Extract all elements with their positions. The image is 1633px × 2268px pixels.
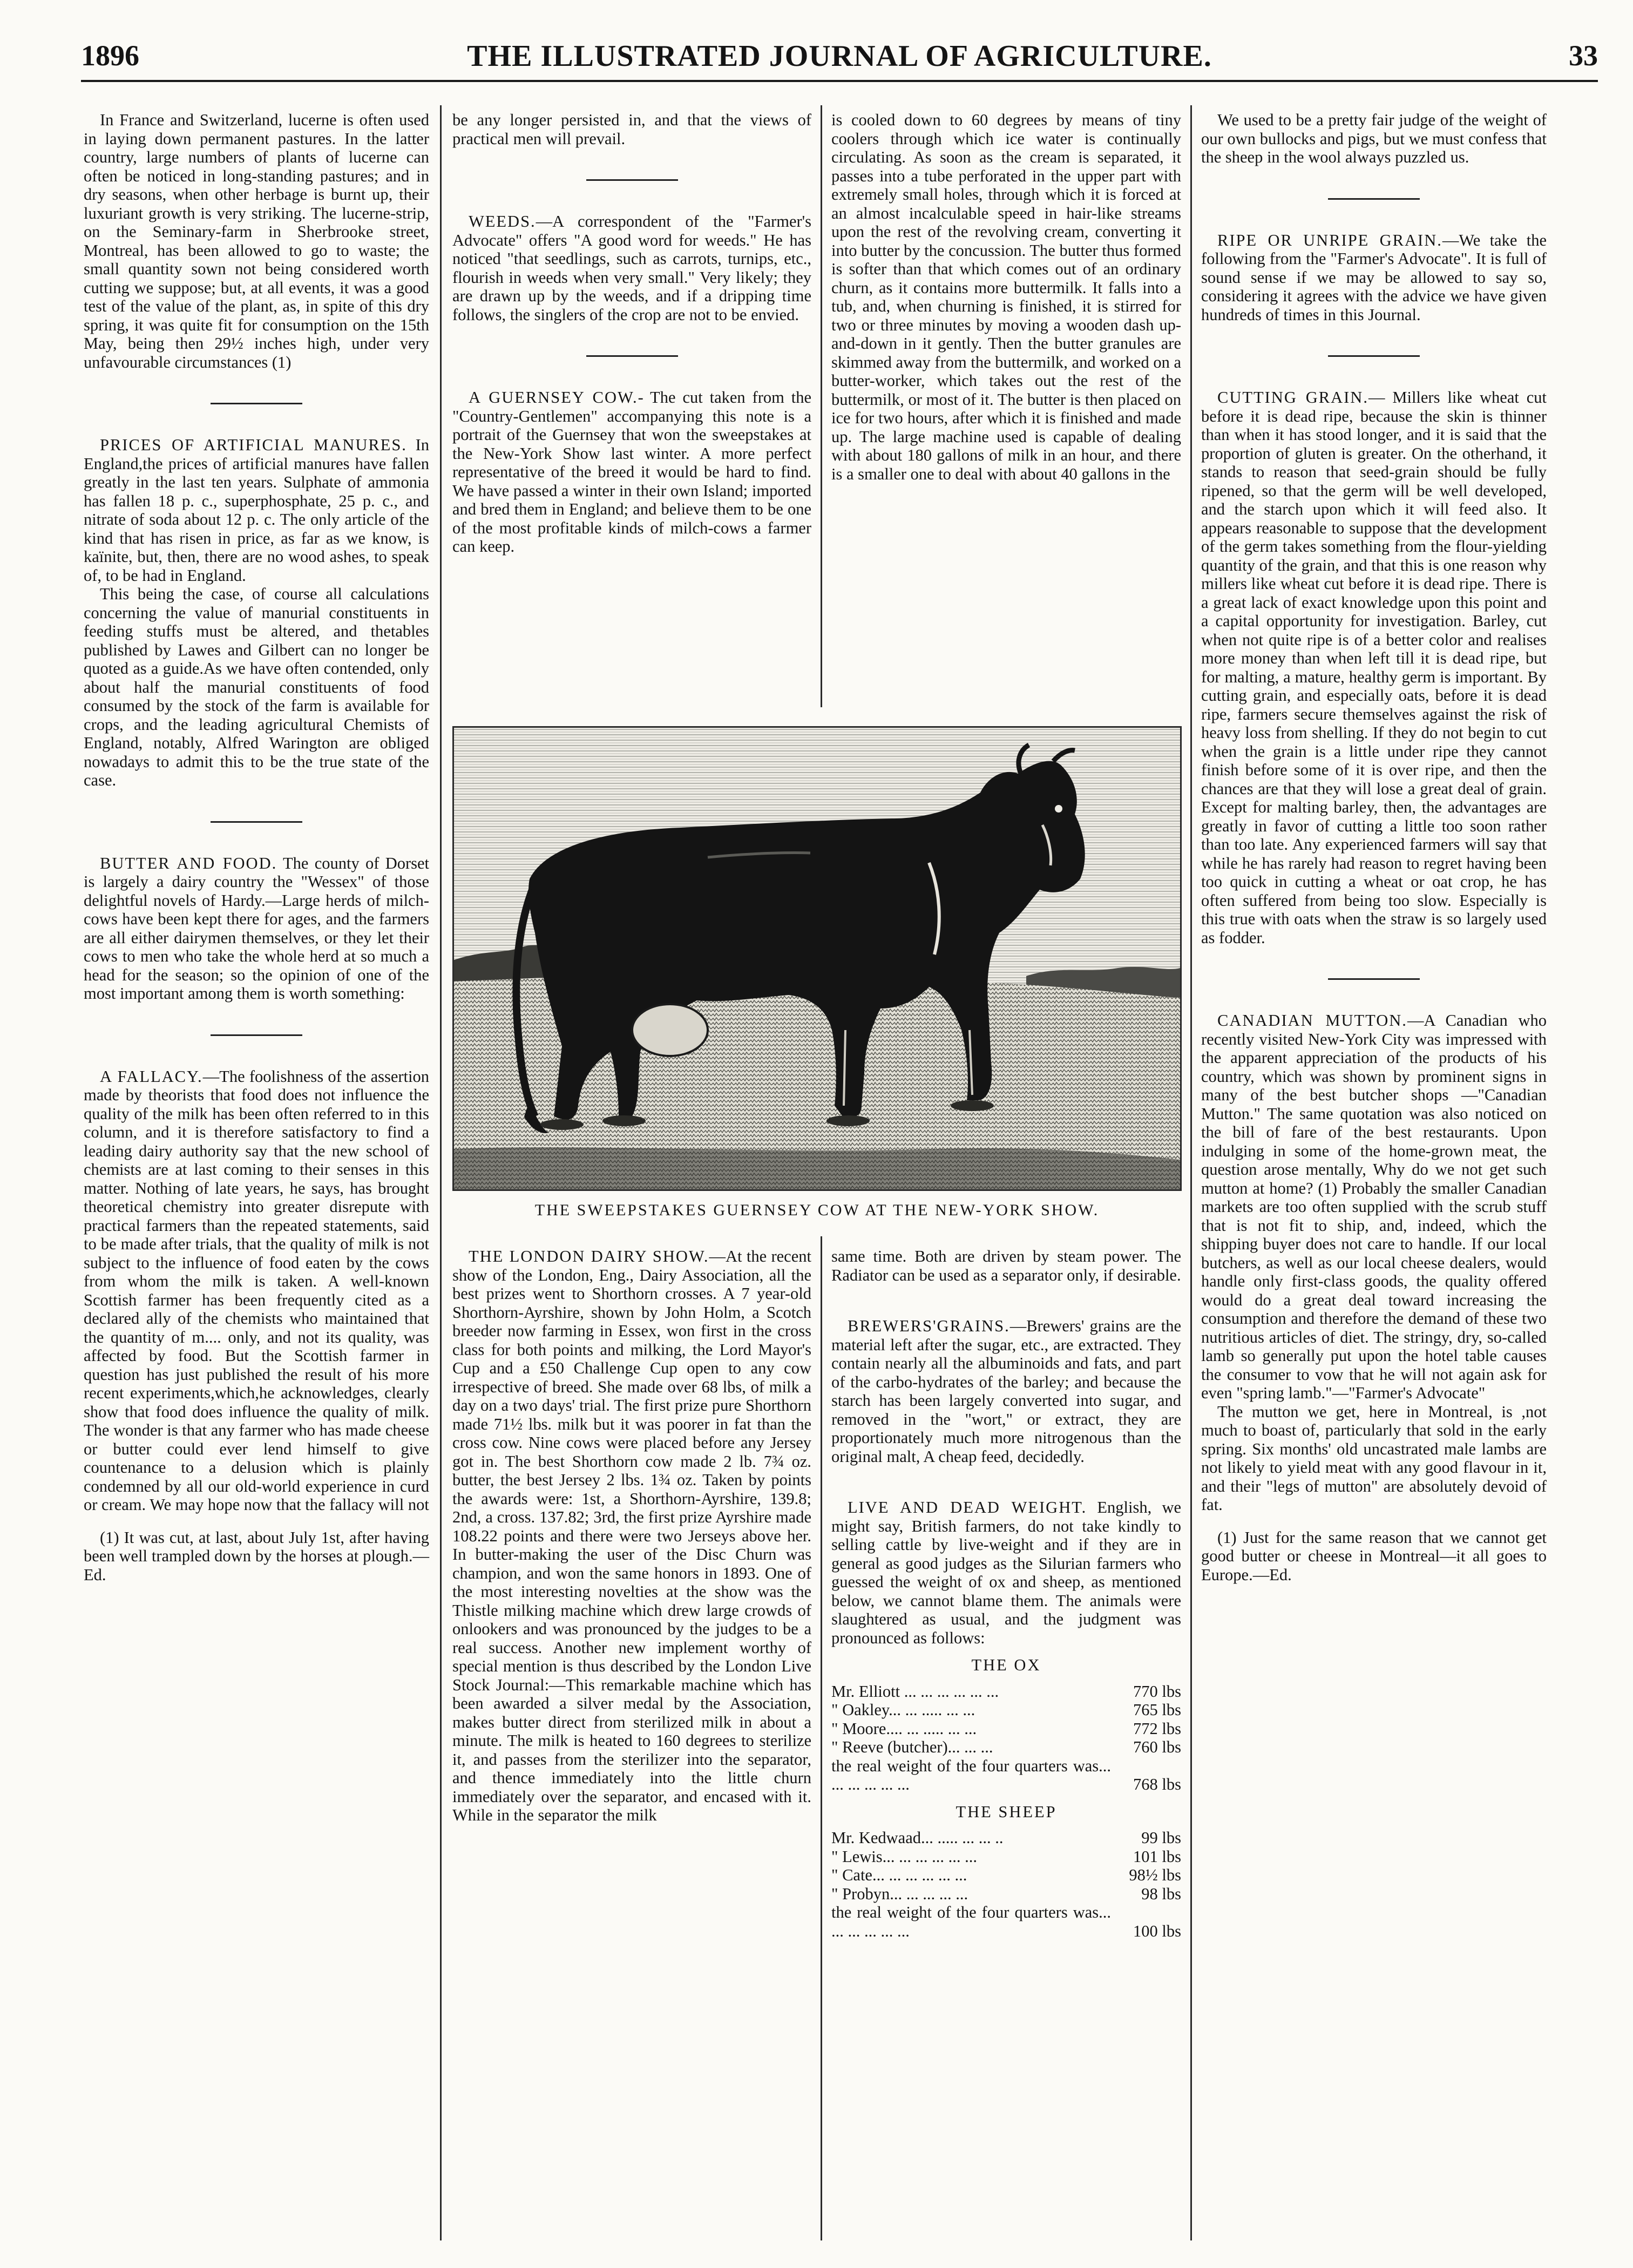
judge-name: Mr. Kedwaad... ..... ... ... .. — [831, 1829, 1004, 1847]
weight-value: 98½ lbs — [1129, 1866, 1181, 1884]
continued-text: same time. Both are driven by steam power. The Radiator can be used as a separator only, if desirable. — [831, 1247, 1181, 1284]
article-fallacy — [84, 1067, 429, 1514]
article-butter — [84, 854, 429, 1003]
table-row — [831, 1701, 1181, 1719]
table-row — [831, 1847, 1181, 1866]
footnote: (1) Just for the same reason that we cannot get good butter or cheese in Montreal—it all goes to Europe.—Ed. — [1201, 1528, 1547, 1584]
butter-heading: BUTTER AND FOOD. — [100, 854, 277, 872]
judge-name: " Probyn... ... ... ... ... — [831, 1884, 968, 1903]
article-prices — [84, 436, 429, 585]
weight-value: 765 lbs — [1133, 1701, 1181, 1719]
continued-text: We used to be a pretty fair judge of the weight of our own bullocks and pigs, but we must confess that the sheep in the wool always puzzled us. — [1201, 111, 1547, 166]
article-separator — [211, 403, 302, 404]
judge-name: " Oakley... ... ..... ... ... — [831, 1701, 975, 1719]
table-row — [831, 1738, 1181, 1757]
total-label: the real weight of the four quarters was... ... ... ... ... ... — [831, 1756, 1111, 1793]
continued-text: is cooled down to 60 degrees by means of tiny coolers through which ice water is continually circulating. As soon as the cream is separated, it passes into a tube perforated in the upper part with extremely small holes, through which it is forced at an almost incalculable speed in hair-like streams upon the rest of the revolving cream, converting it into butter by the concussion. The butter thus formed is softer than that which comes out of an ordinary churn, as it contains more buttermilk. It falls into a tub, and, when churning is finished, it is stirred for two or three minutes by moving a wooden dash up-and-down in it gently. Then the butter granules are skimmed away from the buttermilk, and worked on a butter-worker, which takes out the rest of the buttermilk, or most of it. The butter is then placed on ice for two hours, after which it is finished and made up. The large machine used is capable of dealing with about 180 gallons of milk in an hour, and there is a smaller one to deal with about 40 gallons in the — [831, 111, 1181, 483]
continued-text: be any longer persisted in, and that the views of practical men will prevail. — [452, 111, 811, 148]
dairy-text: —At the recent show of the London, Eng., Dairy Association, all the best prizes went to Shorthorn crosses. A 7 year-old Shorthorn-Ayrshire, shown by John Holm, a Scotch breeder now farming in Essex, won first in the cross class for both points and milking, the Lord Mayor's Cup and a £50 Challenge Cup open to any cow irrespective of breed. She made over 68 lbs, of milk a day on a two days' trial. The first prize pure Shorthorn made 71½ lbs. milk but it was poorer in fat than the cross cow. Nine cows were placed before any Jersey got in. The best Shorthorn cow made 2 lb. 7¾ oz. butter, the best Jersey 2 lbs. 1¾ oz. Taken by points the awards were: 1st, a Shorthorn-Ayrshire, 139.8; 2nd, a cross. 137.82; 3rd, the first prize Ayrshire made 108.22 points and there were two Jerseys above her. In butter-making the user of the Disc Churn was champion, and won the same honors in 1893. One of the most interesting novelties at the show was the Thistle milking machine which drew large crowds of onlookers and was pronounced by the judges to be a real success. Another new implement worthy of special mention is thus described by the London Live Stock Journal:—This remarkable machine which has been awarded a silver medal by the Association, makes butter direct from sterilized milk in about a minute. The milk is heated to 160 degrees to sterilize it, and passes from the sterilizer into the separator, and thence immediately into the little churn immediately over the separator, and encased with it. While in the separator the milk — [452, 1247, 811, 1824]
canadian-text: —A Canadian who recently visited New-York City was impressed with the apparent appreciation of the products of his country, which was shown by prominent signs in many of the best butcher shops —"Canadian Mutton." The same quotation was also noticed on the bill of fare of the best restaurants. Upon indulging in some of the home-grown meat, the question arose mentally, Why do we not get such mutton at home? (1) Probably the smaller Canadian markets are too often supplied with the scrub stuff that is not fit to ship, and, indeed, which the shipping buyer does not care to handle. If our local butchers, as well as our local cheese dealers, would handle only first-class goods, the quality offered would do a great deal toward increasing the consumption and therefore the demand of these two nutritious articles of diet. The stringy, dry, so-called lamb so generally put upon the hotel table causes the consumer to vow that he will not again ask for even "spring lamb."—"Farmer's Advocate" — [1201, 1011, 1547, 1402]
judge-name: " Lewis... ... ... ... ... ... — [831, 1847, 977, 1866]
judge-name: " Moore.... ... ..... ... ... — [831, 1719, 977, 1738]
dairy-heading: THE LONDON DAIRY SHOW. — [469, 1247, 709, 1265]
guernsey-heading: A GUERNSEY COW. — [469, 388, 638, 407]
hoof-shadow — [951, 1100, 994, 1111]
table-row — [831, 1719, 1181, 1738]
ox-table-title: THE OX — [971, 1656, 1041, 1674]
guernsey-text: - The cut taken from the "Country-Gentlemen" accompanying this note is a portrait of the Guernsey that won the sweepstakes at the New-York Show last winter. A more perfect representative of the breed it would be hard to find. We have passed a winter in their own Island; imported and bred them in England; and believe them to be one of the most profitable kinds of milch-cows a farmer can keep. — [452, 388, 811, 556]
judge-name: Mr. Elliott ... ... ... ... ... ... — [831, 1682, 999, 1701]
cow-engraving — [454, 728, 1180, 1189]
sheep-table — [831, 1829, 1181, 1940]
article-dairy-show — [452, 1247, 811, 1825]
cow-eye — [1055, 805, 1062, 813]
article-ripe-grain — [1201, 231, 1547, 324]
cow-illustration — [452, 726, 1182, 1191]
sheep-table-title: THE SHEEP — [956, 1802, 1057, 1821]
weight-value: 772 lbs — [1133, 1719, 1181, 1738]
hoof-shadow — [540, 1119, 584, 1130]
fallacy-heading: A FALLACY. — [100, 1067, 203, 1086]
article-cutting-grain — [1201, 388, 1547, 947]
header-title: THE ILLUSTRATED JOURNAL OF AGRICULTURE. — [467, 39, 1212, 73]
weeds-heading: WEEDS. — [469, 212, 536, 231]
figure-caption: THE SWEEPSTAKES GUERNSEY COW AT THE NEW-YORK SHOW. — [534, 1201, 1100, 1219]
brewers-text: —Brewers' grains are the material left after the sugar, etc., are extracted. They contain nearly all the albuminoids and fats, and part of the carbo-hydrates of the barley; and because the starch has been largely converted into sugar, and removed in the "wort," or extract, they are proportionately much more nitrogenous than the original malt, A cheap feed, decidedly. — [831, 1317, 1181, 1466]
article-canadian-mutton — [1201, 1011, 1547, 1403]
article-live-dead-weight — [831, 1498, 1181, 1647]
cow-udder — [632, 1004, 708, 1056]
column-2-top — [452, 111, 811, 556]
foreground-grass — [454, 1147, 1180, 1189]
article-prices-2: This being the case, of course all calculations concerning the value of manurial constituents in feeding stuffs must be altered, and thetables published by Lawes and Gilbert can no longer be quoted as a guide.As we have often contended, only about half the manurial constituents of food consumed by the stock of the farm is available for crops, and the leading agricultural Chemists of England, notably, Alfred Warington are obliged nowadays to admit this to be the true state of the case. — [84, 585, 429, 789]
header-page-number: 33 — [1569, 39, 1598, 72]
total-label: the real weight of the four quarters was... ... ... ... ... ... — [831, 1903, 1111, 1940]
table-row — [831, 1829, 1181, 1847]
cutting-text: — Millers like wheat cut before it is dead ripe, because the skin is thinner than when it has stood longer, and it is said that the proportion of gluten is greater. On the otherhand, it stands to reason that seed-grain should be fully ripened, so that the germ will be well developed, and the starch upon which it will feed also. It appears reasonable to suppose that the development of the germ takes something from the flour-yielding quantity of the grain, and that this is one reason why millers like wheat cut before it is dead ripe. There is a great lack of exact knowledge upon this point and a capital opportunity for investigation. Barley, cut when not quite ripe is of a better color and realises more money than when left till it is dead ripe, but for malting, a mature, healthy germ is important. By cutting grain, and especially oats, before it is dead ripe, farmers secure themselves against the risk of heavy loss from shelling. If they do not begin to cut when the grain is a little under ripe they cannot finish before some of it is over ripe, and then the chances are that they will lose a great deal of grain. Except for malting barley, then, the advantages are greatly in favor of cutting a little too soon rather than too late. Any experienced farmers will say that while he has rarely had reason to regret having been too quick in cutting a wheat or oat crop, he has often suffered from being too slow. Especially is this true with oats when the straw is so largely used as fodder. — [1201, 388, 1547, 947]
butter-text: The county of Dorset is largely a dairy country the "Wessex" of those delightful novels of Hardy.—Large herds of milch-cows have been kept there for ages, and the farmers are all either dairymen themselves, or they let their cows to men who take the whole herd at so much a head for the season; so the opinion of one of the most important among them is worth something: — [84, 854, 430, 1003]
ripe-text: —We take the following from the "Farmer's Advocate". It is full of sound sense if we may be allowed to say so, considering it agrees with the advice we have given hundreds of times in this Journal. — [1201, 231, 1547, 324]
footnote: (1) It was cut, at last, about July 1st, after having been well trampled down by the horses at plough.—Ed. — [84, 1528, 429, 1584]
article-separator — [1328, 355, 1420, 357]
brewers-heading: BREWERS'GRAINS. — [848, 1317, 1010, 1335]
total-value: 100 lbs — [1133, 1921, 1181, 1940]
column-rule — [821, 1236, 822, 2240]
column-rule — [440, 105, 442, 2240]
hoof-shadow — [826, 1115, 870, 1126]
weeds-text: —A correspondent of the "Farmer's Advocate" offers "A good word for weeds." He has noticed "that seedlings, such as carrots, turnips, etc., flourish in weeds when very small." Very likely; they are drawn up by the weeds, and if a dripping time follows, the singlers of the crop are not to be envied. — [452, 212, 811, 324]
table-row — [831, 1682, 1181, 1701]
article-separator — [586, 179, 678, 181]
column-rule — [1190, 105, 1192, 2240]
table-total-row — [831, 1903, 1181, 1940]
header-rule — [81, 80, 1598, 82]
article-guernsey — [452, 388, 811, 556]
column-3-top — [831, 111, 1181, 483]
page-header — [81, 39, 1598, 82]
cutting-heading: CUTTING GRAIN. — [1217, 388, 1368, 407]
article-separator — [586, 355, 678, 357]
prices-heading: PRICES OF ARTIFICIAL MANURES. — [100, 436, 407, 454]
column-3-bottom — [831, 1247, 1181, 1940]
ripe-heading: RIPE OR UNRIPE GRAIN. — [1217, 231, 1442, 249]
article-separator — [1328, 198, 1420, 200]
weight-value: 760 lbs — [1133, 1738, 1181, 1756]
column-4 — [1201, 111, 1547, 1584]
column-1 — [84, 111, 429, 1584]
article-separator — [211, 821, 302, 823]
fallacy-text: —The foolishness of the assertion made by theorists that food does not influence the quality of the milk has been often referred to in this column, and it is therefore satisfactory to find a leading dairy authority say that the new school of chemists are at last coming to their senses in this matter. Nothing of late years, he says, has brought theoretical chemistry into greater disrepute with practical farmers than the repeated statements, said to be made after trials, that the quality of milk is not subject to the influence of food eaten by the cows from whom the milk is taken. A well-known Scottish farmer has been frequently cited as a declared ally of the chemists who maintained that the quantity of m.... only, and not its quality, was affected by food. But the Scottish farmer in question has just published the result of his more recent experiments,which,he acknowledges, clearly show that food does influence the quality of milk. The wonder is that any farmer who has made cheese or butter could ever lend himself to give countenance to a delusion which is plainly condemned by all our old-world experience in curd or cream. We may hope now that the fallacy will not — [84, 1067, 429, 1514]
weight-value: 770 lbs — [1133, 1682, 1181, 1701]
header-year: 1896 — [81, 39, 139, 72]
column-rule — [821, 105, 822, 707]
weight-value: 98 lbs — [1141, 1884, 1181, 1903]
table-total-row — [831, 1757, 1181, 1794]
article-weeds — [452, 212, 811, 324]
hoof-shadow — [602, 1115, 646, 1126]
live-text: English, we might say, British farmers, do not take kindly to selling cattle by live-weight and if they are in general as good judges as the Silurian farmers who guessed the weight of ox and sheep, as mentioned below, we cannot blame them. The animals were slaughtered as usual, and the judgment was pronounced as follows: — [831, 1498, 1182, 1647]
weight-value: 101 lbs — [1133, 1847, 1181, 1866]
article-canadian-mutton-2: The mutton we get, here in Montreal, is ,not much to boast of, particularly that sold in the early spring. Six months' old uncastrated male lambs are not likely to yield meat with any good flavour in it, and their "legs of mutton" are absolutely devoid of fat. — [1201, 1402, 1547, 1514]
column-2-bottom — [452, 1247, 811, 1825]
prices-text: In England,the prices of artificial manures have fallen greatly in the last ten years. Sulphate of ammonia has fallen 18 p. c., superphosphate, 25 p. c., and nitrate of soda about 12 p. c. The only article of the kind that has risen in price, as far as we know, is kaïnite, but, then, there are no wood ashes, to speak of, to be had in England. — [84, 436, 430, 585]
article-lucerne: In France and Switzerland, lucerne is often used in laying down permanent pastures. In the latter country, large numbers of plants of lucerne can often be noticed in long-standing pastures; and in dry seasons, when other herbage is burnt up, their luxuriant growth is very striking. The lucerne-strip, on the Seminary-farm in Sherbrooke street, Montreal, has been allowed to go to waste; the small quantity sown not being considered worth cutting we suppose; but, at all events, it was a good test of the value of the plant, as, in spite of this dry spring, it was quite fit for consumption on the 15th May, being then 29½ inches high, under very unfavourable circumstances (1) — [84, 111, 429, 371]
total-value: 768 lbs — [1133, 1775, 1181, 1793]
live-heading: LIVE AND DEAD WEIGHT. — [848, 1498, 1087, 1516]
article-separator — [211, 1034, 302, 1036]
weight-value: 99 lbs — [1141, 1829, 1181, 1847]
judge-name: " Cate... ... ... ... ... ... — [831, 1866, 967, 1884]
article-brewers-grains — [831, 1317, 1181, 1466]
table-row — [831, 1866, 1181, 1885]
article-separator — [1328, 978, 1420, 980]
judge-name: " Reeve (butcher)... ... ... — [831, 1738, 993, 1756]
ox-table — [831, 1682, 1181, 1794]
table-row — [831, 1885, 1181, 1904]
canadian-heading: CANADIAN MUTTON. — [1217, 1011, 1407, 1030]
